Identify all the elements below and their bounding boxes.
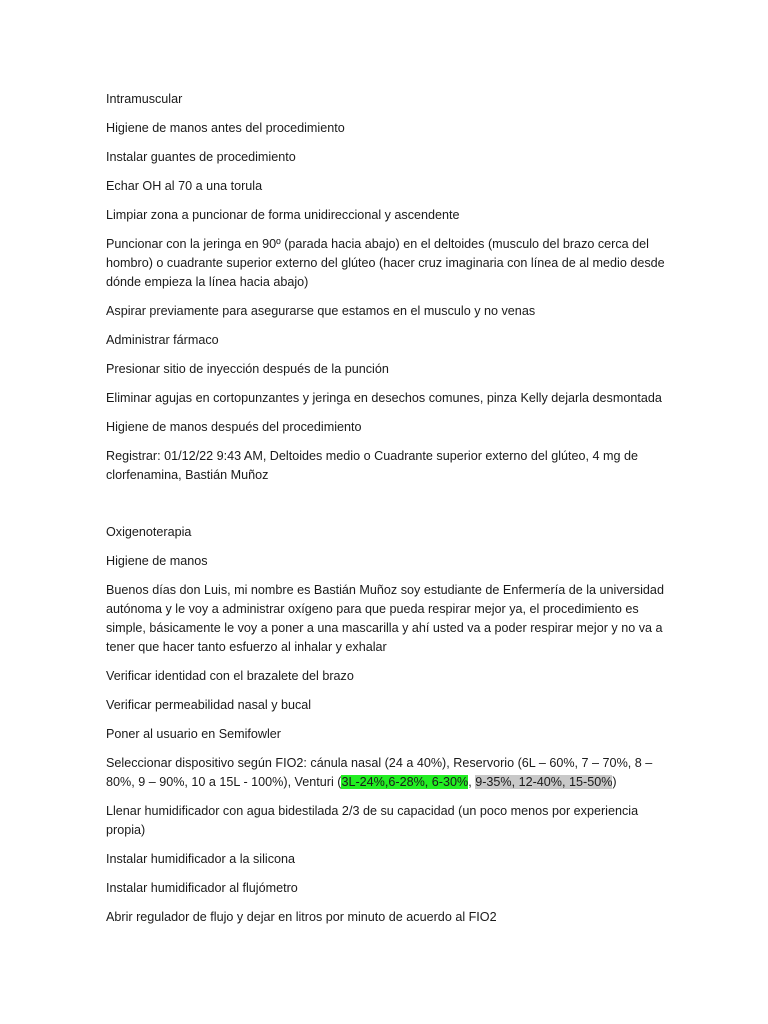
section-title-oxigenoterapia: Oxigenoterapia <box>106 525 192 539</box>
step: Puncionar con la jeringa en 90º (parada hacia abajo) en el deltoides (musculo del brazo cerca del hombro) o cuadrante superior externo del glúteo (hacer cruz imaginaria con línea de al medio desde dónde empieza la línea hacia abajo) <box>106 237 665 289</box>
step: Verificar permeabilidad nasal y bucal <box>106 698 312 712</box>
step: Instalar humidificador al flujómetro <box>106 881 298 895</box>
step: Aspirar previamente para asegurarse que estamos en el musculo y no venas <box>106 304 536 318</box>
step: Higiene de manos después del procedimiento <box>106 420 362 434</box>
step: Presionar sitio de inyección después de la punción <box>106 362 389 376</box>
step: Limpiar zona a puncionar de forma unidireccional y ascendente <box>106 208 460 222</box>
venturi-highlight-green: 3L-24%,6-28%, 6-30% <box>341 775 469 789</box>
step: Higiene de manos <box>106 554 208 568</box>
step: Administrar fármaco <box>106 333 219 347</box>
document-page <box>106 90 666 937</box>
step-greeting: Buenos días don Luis, mi nombre es Bastián Muñoz soy estudiante de Enfermería de la universidad autónoma y le voy a administrar oxígeno para que pueda respirar mejor ya, el procedimiento es simple, básicamente le voy a poner a una mascarilla y ahí usted va a poder respirar mejor y no va a tener que hacer tanto esfuerzo al inhalar y exhalar <box>106 583 664 654</box>
venturi-highlight-gray: 9-35%, 12-40%, 15-50% <box>475 775 613 789</box>
step: Echar OH al 70 a una torula <box>106 179 263 193</box>
step-registro: Registrar: 01/12/22 9:43 AM, Deltoides medio o Cuadrante superior externo del glúteo, 4 mg de clorfenamina, Bastián Muñoz <box>106 449 639 482</box>
step: Eliminar agujas en cortopunzantes y jeringa en desechos comunes, pinza Kelly dejarla desmontada <box>106 391 662 405</box>
step: Poner al usuario en Semifowler <box>106 727 282 741</box>
step: Verificar identidad con el brazalete del brazo <box>106 669 354 683</box>
step: Llenar humidificador con agua bidestilada 2/3 de su capacidad (un poco menos por experiencia propia) <box>106 804 639 837</box>
device-suffix: ) <box>612 775 617 789</box>
step: Higiene de manos antes del procedimiento <box>106 121 345 135</box>
step: Abrir regulador de flujo y dejar en litros por minuto de acuerdo al FIO2 <box>106 910 497 924</box>
step: Instalar guantes de procedimiento <box>106 150 296 164</box>
section-title-intramuscular: Intramuscular <box>106 92 183 106</box>
step-device-selection <box>106 754 666 792</box>
device-separator: , <box>468 775 476 789</box>
step: Instalar humidificador a la silicona <box>106 852 295 866</box>
device-text: Seleccionar dispositivo según FIO2: cánula nasal (24 a 40%), Reservorio (6L – 60%, 7 – 70%, 8 – 80%, 9 – 90%, 10 a 15L - 100%), Venturi ( <box>106 756 653 789</box>
blank-line <box>106 495 666 523</box>
